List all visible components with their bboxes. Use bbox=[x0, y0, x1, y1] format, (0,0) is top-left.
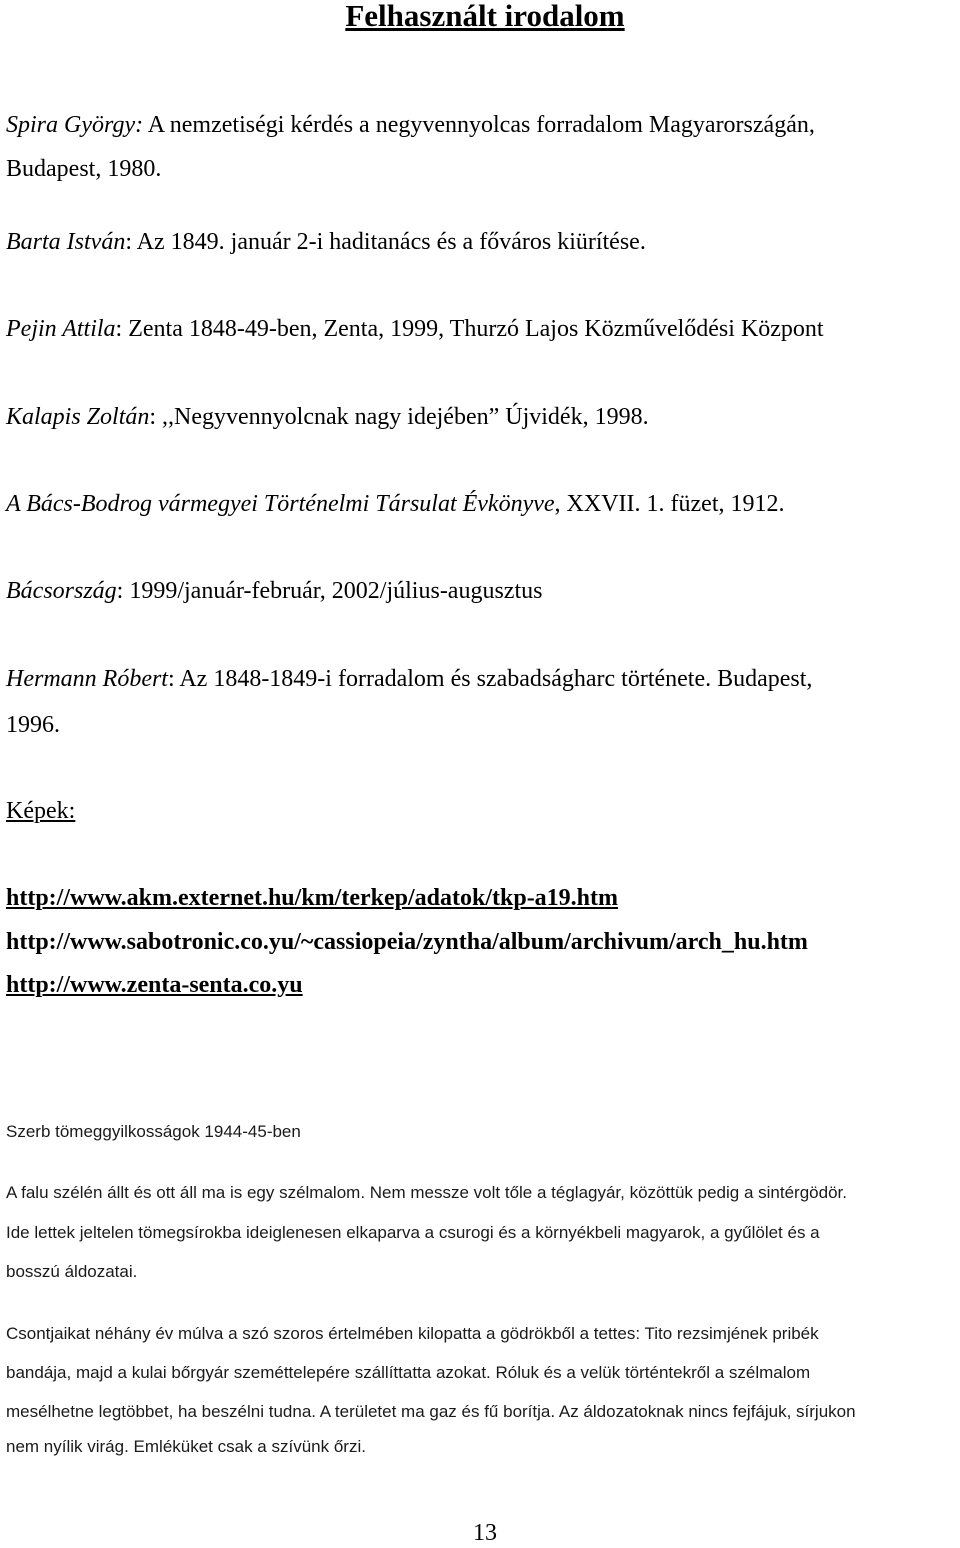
reference-hermann bbox=[6, 666, 812, 693]
article-line: nem nyílik virág. Emléküket csak a szívünk őrzi. bbox=[6, 1437, 366, 1456]
article-line: bandája, majd a kulai bőrgyár szeméttelepére szállíttatta azokat. Róluk és a velük történtekről a szélmalom bbox=[6, 1363, 811, 1382]
reference-bacs-bodrog bbox=[6, 491, 785, 518]
reference-text: : Zenta 1848-49-ben, Zenta, 1999, Thurzó Lajos Közművelődési Központ bbox=[115, 316, 824, 342]
reference-text: Budapest, 1980. bbox=[6, 156, 162, 182]
reference-author: Kalapis Zoltán bbox=[6, 404, 150, 430]
page-number: 13 bbox=[473, 1520, 497, 1546]
article-line: A falu szélén állt és ott áll ma is egy szélmalom. Nem messze volt tőle a téglagyár, közöttük pedig a sintérgödör. bbox=[6, 1183, 847, 1202]
reference-author: Spira György: bbox=[6, 112, 144, 138]
reference-author: Hermann Róbert bbox=[6, 666, 168, 692]
reference-kalapis bbox=[6, 404, 649, 431]
image-link-akm[interactable]: http://www.akm.externet.hu/km/terkep/adatok/tkp-a19.htm bbox=[6, 885, 619, 911]
article-line: Csontjaikat néhány év múlva a szó szoros értelmében kilopatta a gödrökből a tettes: Tito rezsimjének pribék bbox=[6, 1324, 819, 1343]
reference-text: : Az 1848-1849-i forradalom és szabadságharc története. Budapest, bbox=[167, 666, 813, 692]
reference-text: , XXVII. 1. füzet, 1912. bbox=[554, 491, 785, 517]
article-line: bosszú áldozatai. bbox=[6, 1262, 138, 1281]
image-link-sabotronic[interactable]: http://www.sabotronic.co.yu/~cassiopeia/zyntha/album/archivum/arch_hu.htm bbox=[6, 929, 808, 955]
image-link-zenta[interactable]: http://www.zenta-senta.co.yu bbox=[6, 972, 303, 998]
article-line: Ide lettek jeltelen tömegsírokba ideiglenesen elkaparva a csurogi és a környékbeli magyarok, a gyűlölet és a bbox=[6, 1223, 820, 1242]
reference-bacsorszag bbox=[6, 578, 542, 605]
reference-spira-continued bbox=[6, 156, 161, 183]
reference-author: Barta István bbox=[6, 229, 126, 255]
reference-author: Bácsország bbox=[6, 578, 117, 604]
reference-pejin bbox=[6, 316, 824, 343]
reference-text: 1996. bbox=[6, 712, 60, 738]
reference-text: : ,,Negyvennyolcnak nagy idejében” Újvidék, 1998. bbox=[149, 404, 649, 430]
reference-text: : Az 1849. január 2-i haditanács és a főváros kiürítése. bbox=[125, 229, 646, 255]
article-line: mesélhetne legtöbbet, ha beszélni tudna. A területet ma gaz és fű borítja. Az áldozatoknak nincs fejfájuk, sírjukon bbox=[6, 1402, 856, 1421]
images-heading: Képek: bbox=[6, 798, 76, 824]
reference-text: : 1999/január-február, 2002/július-augusztus bbox=[116, 578, 543, 604]
reference-text: A nemzetiségi kérdés a negyvennyolcas forradalom Magyarországán, bbox=[143, 112, 815, 138]
reference-spira bbox=[6, 112, 815, 139]
article-heading: Szerb tömeggyilkosságok 1944-45-ben bbox=[6, 1122, 301, 1141]
reference-hermann-continued bbox=[6, 712, 60, 739]
page-title: Felhasznált irodalom bbox=[345, 0, 625, 33]
reference-author: A Bács-Bodrog vármegyei Történelmi Társulat Évkönyve bbox=[6, 491, 555, 517]
reference-author: Pejin Attila bbox=[6, 316, 116, 342]
reference-barta bbox=[6, 229, 646, 256]
